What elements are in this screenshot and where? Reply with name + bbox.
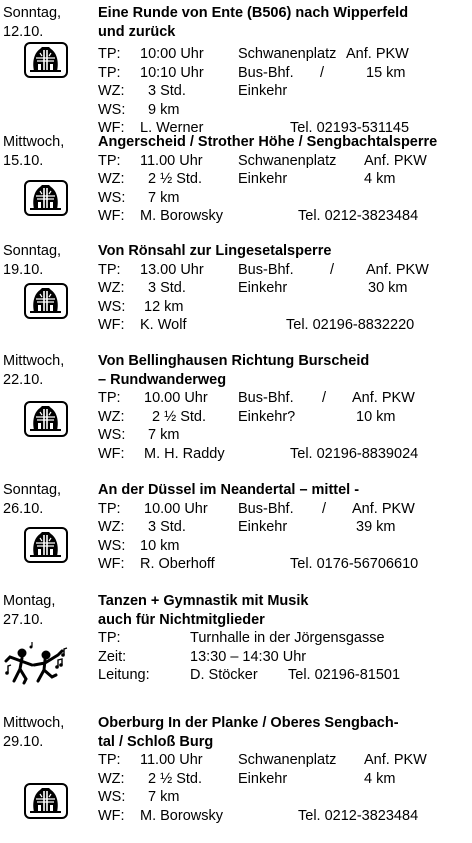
field-value: 39 km bbox=[356, 519, 396, 535]
field-value: Tel. 0212-3823484 bbox=[298, 807, 419, 824]
field-value: / bbox=[322, 390, 327, 406]
field-value: Einkehr bbox=[238, 770, 288, 787]
event-day: Mittwoch, bbox=[3, 353, 65, 369]
field-value: Einkehr bbox=[238, 519, 288, 535]
field-value: / bbox=[320, 64, 325, 81]
event-title: Angerscheid / Strother Höhe / Sengbachtalsperre bbox=[98, 134, 438, 150]
field-label: WF: bbox=[98, 317, 125, 333]
field-value: Tel. 02196-8832220 bbox=[286, 317, 415, 333]
field-label: TP: bbox=[98, 752, 121, 768]
field-value: 2 ½ Std. bbox=[148, 770, 203, 787]
field-value: Tel. 02196-8839024 bbox=[290, 445, 419, 462]
dancers-icon bbox=[2, 641, 72, 687]
event-day: Mittwoch, bbox=[3, 134, 65, 150]
field-label: WS: bbox=[98, 427, 126, 443]
event-day: Montag, bbox=[3, 593, 56, 609]
event-title: Oberburg In der Planke / Oberes Sengbach- bbox=[98, 715, 399, 731]
field-value: K. Wolf bbox=[140, 317, 187, 333]
hiking-logo-icon bbox=[24, 401, 68, 437]
field-value: Bus-Bhf. bbox=[238, 261, 294, 278]
field-value: 11.00 Uhr bbox=[140, 152, 203, 169]
event-date: 27.10. bbox=[3, 611, 44, 628]
hiking-logo-icon bbox=[24, 180, 68, 216]
field-label: WF: bbox=[98, 120, 125, 136]
field-value: Bus-Bhf. bbox=[238, 390, 294, 406]
field-label: TP: bbox=[98, 46, 121, 62]
field-value: Anf. PKW bbox=[352, 500, 415, 517]
field-value: 10:10 Uhr bbox=[140, 64, 204, 81]
field-value: 9 km bbox=[148, 101, 180, 118]
field-label: WF: bbox=[98, 208, 125, 224]
event-title: Von Bellinghausen Richtung Burscheid bbox=[98, 353, 370, 369]
event-date: 15.10. bbox=[3, 152, 44, 169]
event-title: tal / Schloß Burg bbox=[98, 733, 214, 750]
field-value: Anf. PKW bbox=[364, 152, 427, 169]
field-value: Einkehr bbox=[238, 171, 288, 187]
field-value: 13.00 Uhr bbox=[140, 261, 204, 278]
field-value: 10.00 Uhr bbox=[144, 500, 208, 517]
event-title: auch für Nichtmitglieder bbox=[98, 611, 265, 628]
field-value: 12 km bbox=[144, 298, 184, 315]
event-title: Eine Runde von Ente (B506) nach Wipperfeld bbox=[98, 5, 409, 21]
field-label: TP: bbox=[98, 64, 121, 81]
event-title: An der Düssel im Neandertal – mittel - bbox=[98, 482, 360, 498]
field-value: 2 ½ Std. bbox=[148, 171, 203, 187]
field-label: WS: bbox=[98, 298, 126, 315]
field-value: 3 Std. bbox=[148, 519, 186, 535]
field-label: TP: bbox=[98, 500, 121, 517]
field-label: TP: bbox=[98, 152, 121, 169]
event-date: 26.10. bbox=[3, 500, 44, 517]
field-value: Tel. 0176-56706610 bbox=[290, 556, 419, 572]
field-label: WZ: bbox=[98, 171, 125, 187]
event-day: Sonntag, bbox=[3, 5, 62, 21]
field-value: Einkehr bbox=[238, 83, 288, 99]
hiking-logo-icon bbox=[24, 527, 68, 563]
field-value: Tel. 02196-81501 bbox=[288, 667, 401, 683]
hiking-logo-icon bbox=[24, 783, 68, 819]
hiking-logo-icon bbox=[24, 42, 68, 78]
field-value: Anf. PKW bbox=[364, 752, 427, 768]
event-date: 22.10. bbox=[3, 371, 44, 388]
field-label: WS: bbox=[98, 789, 126, 805]
field-label: WF: bbox=[98, 807, 125, 824]
event-day: Sonntag, bbox=[3, 482, 62, 498]
field-value: Einkehr? bbox=[238, 408, 296, 425]
event-title: und zurück bbox=[98, 23, 176, 40]
field-value: 30 km bbox=[368, 280, 408, 296]
field-label: WS: bbox=[98, 537, 126, 554]
field-value: D. Stöcker bbox=[190, 667, 258, 683]
field-label: TP: bbox=[98, 630, 121, 646]
field-value: / bbox=[330, 261, 335, 278]
field-value: 7 km bbox=[148, 789, 180, 805]
field-label: TP: bbox=[98, 390, 121, 406]
field-value: 11.00 Uhr bbox=[140, 752, 203, 768]
event-date: 29.10. bbox=[3, 733, 44, 750]
event-title: – Rundwanderweg bbox=[98, 371, 227, 388]
field-label: WF: bbox=[98, 556, 125, 572]
field-value: Bus-Bhf. bbox=[238, 500, 294, 517]
field-label: WS: bbox=[98, 101, 126, 118]
event-title: Tanzen + Gymnastik mit Musik bbox=[98, 593, 309, 609]
field-value: 10 km bbox=[140, 537, 180, 554]
field-value: Schwanenplatz bbox=[238, 46, 337, 62]
field-value: Einkehr bbox=[238, 280, 288, 296]
field-value: M. Borowsky bbox=[140, 208, 223, 224]
field-value: 7 km bbox=[148, 427, 180, 443]
field-label: TP: bbox=[98, 261, 121, 278]
field-value: Schwanenplatz bbox=[238, 752, 337, 768]
event-date: 12.10. bbox=[3, 23, 44, 40]
event-day: Mittwoch, bbox=[3, 715, 65, 731]
field-value: 10:00 Uhr bbox=[140, 46, 204, 62]
field-value: Anf. PKW bbox=[346, 46, 409, 62]
field-value: M. Borowsky bbox=[140, 807, 223, 824]
field-label: WS: bbox=[98, 189, 126, 206]
field-value: Turnhalle in der Jörgensgasse bbox=[190, 630, 385, 646]
field-value: 2 ½ Std. bbox=[152, 408, 207, 425]
field-value: Anf. PKW bbox=[366, 261, 429, 278]
field-value: Bus-Bhf. bbox=[238, 64, 294, 81]
event-date: 19.10. bbox=[3, 261, 44, 278]
field-value: 7 km bbox=[148, 189, 180, 206]
field-value: Tel. 02193-531145 bbox=[290, 120, 410, 136]
field-value: Tel. 0212-3823484 bbox=[298, 208, 419, 224]
field-label: WF: bbox=[98, 445, 125, 462]
field-value: M. H. Raddy bbox=[144, 445, 225, 462]
field-value: 15 km bbox=[366, 64, 406, 81]
field-value: 4 km bbox=[364, 770, 396, 787]
field-value: R. Oberhoff bbox=[140, 556, 215, 572]
hiking-logo-icon bbox=[24, 283, 68, 319]
field-label: WZ: bbox=[98, 408, 125, 425]
field-value: Anf. PKW bbox=[352, 390, 415, 406]
field-value: Schwanenplatz bbox=[238, 152, 337, 169]
field-label: Leitung: bbox=[98, 667, 150, 683]
field-value: 10 km bbox=[356, 408, 396, 425]
event-title: Von Rönsahl zur Lingesetalsperre bbox=[98, 243, 332, 259]
field-label: WZ: bbox=[98, 83, 125, 99]
field-value: 3 Std. bbox=[148, 280, 186, 296]
field-label: WZ: bbox=[98, 770, 125, 787]
field-value: 4 km bbox=[364, 171, 396, 187]
field-label: WZ: bbox=[98, 519, 125, 535]
field-value: L. Werner bbox=[140, 120, 204, 136]
field-value: 3 Std. bbox=[148, 83, 186, 99]
field-value: 10.00 Uhr bbox=[144, 390, 208, 406]
event-day: Sonntag, bbox=[3, 243, 62, 259]
field-label: WZ: bbox=[98, 280, 125, 296]
field-value: 13:30 – 14:30 Uhr bbox=[190, 648, 307, 665]
field-label: Zeit: bbox=[98, 648, 127, 665]
field-value: / bbox=[322, 500, 327, 517]
